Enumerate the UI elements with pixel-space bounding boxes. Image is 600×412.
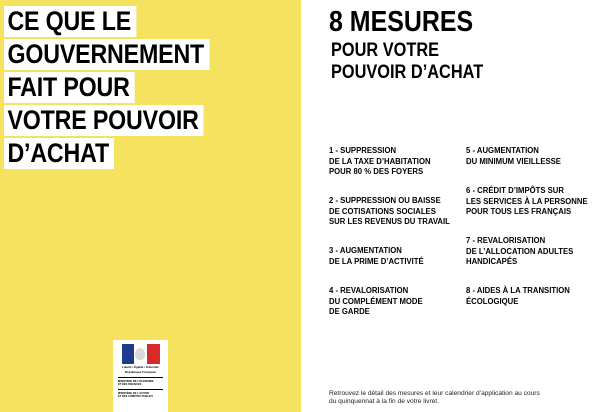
measure-3: 3 - AUGMENTATION DE LA PRIME D’ACTIVITÉ	[329, 245, 424, 266]
ministry-economy: MINISTÈRE DE L’ÉCONOMIE ET DES FINANCES	[118, 379, 154, 386]
measure-2: 2 - SUPPRESSION OU BAISSE DE COTISATIONS SOCIALES SUR LES REVENUS DU TRAVAIL	[329, 195, 450, 226]
measure-5: 5 - AUGMENTATION DU MINIMUM VIEILLESSE	[466, 145, 561, 166]
headline	[4, 6, 294, 171]
government-logo	[113, 340, 168, 412]
marianne-flag-icon	[122, 344, 160, 364]
headline-line-2: GOUVERNEMENT	[4, 39, 209, 70]
headline-line-4: VOTRE POUVOIR	[4, 105, 204, 136]
page-title: 8 MESURES	[329, 6, 474, 38]
measure-7: 7 - REVALORISATION DE L’ALLOCATION ADULTES HANDICAPÉS	[466, 235, 574, 266]
logo-republic: République Française	[124, 369, 157, 374]
logo-motto: Liberté • Égalité • Fraternité	[122, 365, 159, 369]
right-panel	[301, 0, 600, 412]
measure-1: 1 - SUPPRESSION DE LA TAXE D’HABITATION POUR 80 % DES FOYERS	[329, 145, 431, 176]
measure-8: 8 - AIDES À LA TRANSITION ÉCOLOGIQUE	[466, 285, 570, 306]
page-subtitle: POUR VOTRE POUVOIR D’ACHAT	[331, 40, 484, 83]
measure-6: 6 - CRÉDIT D’IMPÔTS SUR LES SERVICES À LA PERSONNE POUR TOUS LES FRANÇAIS	[466, 185, 588, 216]
footer-note: Retrouvez le détail des mesures et leur calendrier d’application au cours du quinquennat à la fin de votre livret.	[329, 390, 540, 406]
headline-line-5: D’ACHAT	[4, 138, 114, 169]
ministry-public-action: MINISTÈRE DE L’ACTION ET DES COMPTES PUBLICS	[118, 391, 154, 399]
headline-line-1: CE QUE LE	[4, 6, 136, 37]
measure-4: 4 - REVALORISATION DU COMPLÉMENT MODE DE GARDE	[329, 285, 423, 316]
headline-line-3: FAIT POUR	[4, 72, 135, 103]
